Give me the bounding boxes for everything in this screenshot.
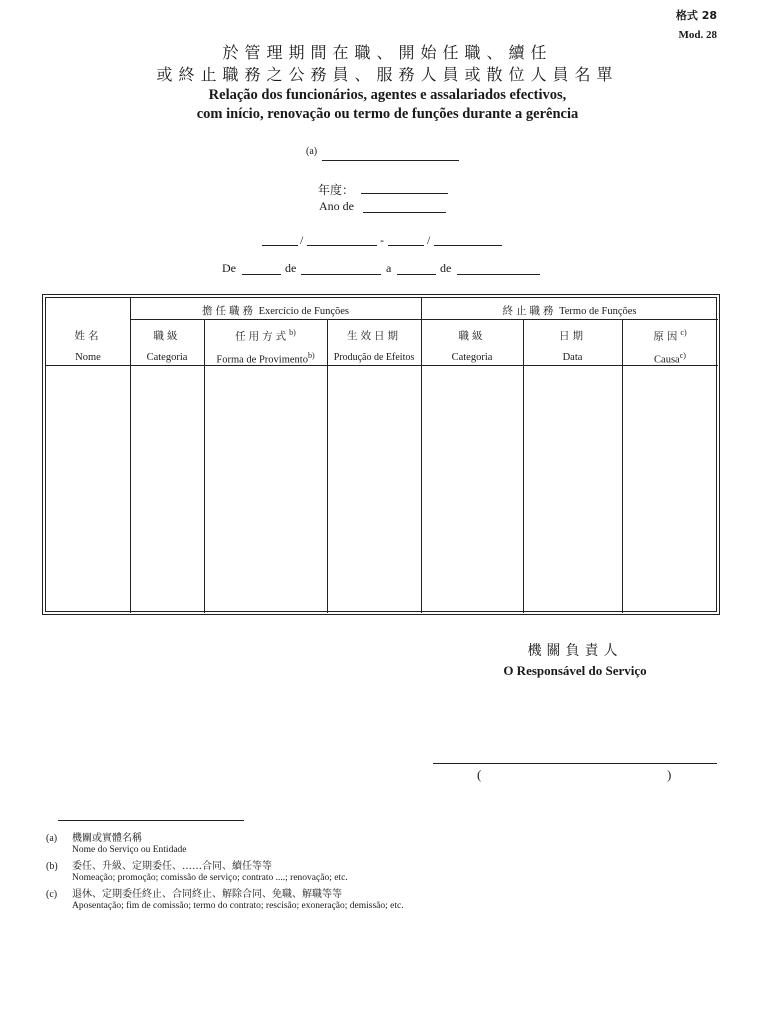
footnote-c <box>46 885 342 900</box>
col-header-efeitos <box>327 328 421 363</box>
footnote-a <box>46 829 142 844</box>
col-causa-cn: 原因 <box>653 330 681 343</box>
col-causa-pt: Causa <box>654 354 680 365</box>
from-month-blank[interactable] <box>301 274 381 275</box>
staff-table <box>45 297 717 612</box>
year-cn-blank[interactable] <box>361 193 448 194</box>
col-data-pt: Data <box>562 352 583 363</box>
title-pt-line2: com início, renovação ou termo de funções durante a gerência <box>196 106 579 122</box>
col-categoria2-cn: 職級 <box>458 330 486 342</box>
col-categoria1-pt: Categoria <box>146 352 188 363</box>
footnote-a-cn: 機關或實體名稱 <box>72 833 142 844</box>
col-data-cn: 日期 <box>559 330 586 342</box>
form-code-pt: Mod. 28 <box>678 29 717 41</box>
entity-label: (a) <box>306 146 318 157</box>
col-provimento-cn: 任用方式 <box>235 330 290 343</box>
date-slash-1: / <box>300 233 304 247</box>
date-blank-4[interactable] <box>434 245 502 246</box>
header-bottom-rule <box>46 365 718 366</box>
col-provimento-sup-pt: b) <box>307 350 315 360</box>
year-pt-label: Ano de <box>319 199 354 213</box>
responsible-pt: O Responsável do Serviço <box>503 663 647 678</box>
group-term-header <box>421 303 718 318</box>
group-exercise-pt: Exercício de Funções <box>258 306 349 317</box>
footnote-a-label: (a) <box>46 833 58 844</box>
col-header-data <box>523 328 622 363</box>
col-efeitos-pt: Produção de Efeitos <box>333 352 415 363</box>
col-categoria2-pt: Categoria <box>451 352 493 363</box>
col-efeitos-cn: 生效日期 <box>347 330 401 342</box>
col-causa-sup-pt: c) <box>679 350 686 360</box>
col-provimento-sup-cn: b) <box>289 328 296 337</box>
footnote-b <box>46 857 272 872</box>
col-header-nome <box>46 328 130 363</box>
footnote-b-cn: 委任、升級、定期委任、……合同、續任等等 <box>72 861 272 872</box>
title-cn-line1: 於管理期間在職、開始任職、續任 <box>222 43 553 62</box>
footnote-rule <box>58 820 244 821</box>
col-header-causa <box>622 328 718 365</box>
date-slash-2: / <box>427 233 431 247</box>
to-de-label: de <box>440 261 452 275</box>
from-de2-label: de <box>285 261 297 275</box>
col-nome-cn: 姓名 <box>74 330 102 342</box>
col-provimento-pt: Forma de Provimento <box>216 354 308 365</box>
col-header-provimento <box>204 328 327 365</box>
col-rule-5 <box>523 319 524 613</box>
title-cn-line2: 或終止職務之公務員、服務人員或散位人員名單 <box>156 65 619 84</box>
group-exercise-header <box>130 303 421 318</box>
footnote-b-label: (b) <box>46 861 58 872</box>
date-blank-2[interactable] <box>307 245 377 246</box>
footnote-c-label: (c) <box>46 889 58 900</box>
title-pt-line1: Relação dos funcionários, agentes e assalariados efectivos, <box>208 87 567 103</box>
year-pt-blank[interactable] <box>363 212 446 213</box>
col-rule-3 <box>327 319 328 613</box>
col-header-categoria-2 <box>421 328 523 363</box>
date-blank-3[interactable] <box>388 245 424 246</box>
footnote-b-pt: Nomeação; promoção; comissão de serviço; contrato ....; renovação; etc. <box>72 873 348 883</box>
from-day-blank[interactable] <box>242 274 281 275</box>
signature-paren-open: ( <box>477 767 482 782</box>
year-cn-label: 年度： <box>318 183 355 197</box>
date-dash: - <box>380 233 384 247</box>
col-nome-pt: Nome <box>75 352 101 363</box>
group-exercise-cn: 擔任職務 <box>201 305 256 317</box>
to-month-blank[interactable] <box>457 274 540 275</box>
group-term-pt: Termo de Funções <box>559 306 637 317</box>
col-causa-sup-cn: c) <box>680 328 687 337</box>
signature-line[interactable] <box>433 763 717 764</box>
entity-blank[interactable] <box>322 160 459 161</box>
from-de-label: De <box>222 261 236 275</box>
footnote-c-cn: 退休、定期委任終止、合同終止、解除合同、免職、解職等等 <box>72 889 342 900</box>
responsible-cn: 機關負責人 <box>527 643 623 659</box>
group-term-cn: 終止職務 <box>502 305 557 317</box>
col-header-categoria-1 <box>130 328 204 363</box>
footnote-a-pt: Nome do Serviço ou Entidade <box>72 845 187 855</box>
signature-paren-close: ) <box>667 767 672 782</box>
form-code-cn: 格式 28 <box>675 9 717 22</box>
footnote-c-pt: Aposentação; fim de comissão; termo do contrato; rescisão; exoneração; demissão; etc. <box>72 901 404 911</box>
col-categoria1-cn: 職級 <box>153 330 181 342</box>
to-day-blank[interactable] <box>397 274 436 275</box>
group-header-rule <box>130 319 718 320</box>
date-blank-1[interactable] <box>262 245 298 246</box>
to-a-label: a <box>386 261 392 275</box>
